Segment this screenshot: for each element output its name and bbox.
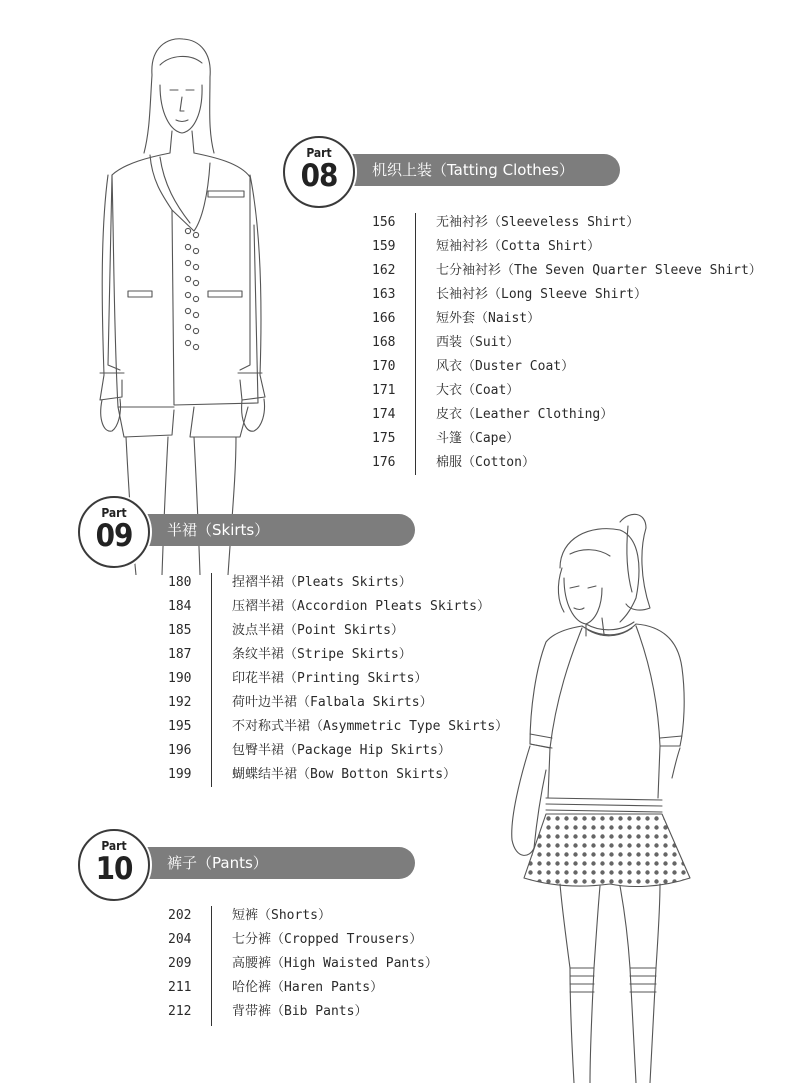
chapter-title: 无袖衬衫（Sleeveless Shirt） [436,215,640,230]
page-number: 166 [372,311,396,326]
page-number: 162 [372,263,396,278]
part-number: 08 [300,158,338,194]
page-number: 195 [168,719,192,734]
chapter-title: 包臀半裙（Package Hip Skirts） [232,743,451,758]
page-number: 171 [372,383,396,398]
page-number: 180 [168,575,192,590]
page-number: 196 [168,743,192,758]
chapter-title: 风衣（Duster Coat） [436,359,575,374]
chapter-title: 捏褶半裙（Pleats Skirts） [232,575,412,590]
page-number: 163 [372,287,396,302]
chapter-title: 七分袖衬衫（The Seven Quarter Sleeve Shirt） [436,263,762,278]
part-10-toc [168,906,498,1028]
page-number: 159 [372,239,396,254]
part-label: Part [101,506,127,520]
chapter-title: 短裤（Shorts） [232,908,331,923]
page-number: 209 [168,956,192,971]
toc-divider [211,906,212,1026]
page-number: 185 [168,623,192,638]
page-number: 174 [372,407,396,422]
part-08-toc [372,213,792,477]
part-title: 机织上装（Tatting Clothes） [372,161,574,179]
page-number: 156 [372,215,396,230]
chapter-title: 大衣（Coat） [436,383,520,398]
part-number: 10 [95,851,133,887]
part-09-badge [78,496,150,568]
part-label: Part [101,839,127,853]
part-10-badge [78,829,150,901]
page-number: 184 [168,599,192,614]
part-label: Part [306,146,332,160]
chapter-title: 皮衣（Leather Clothing） [436,407,614,422]
page-number: 211 [168,980,192,995]
page-number: 176 [372,455,396,470]
chapter-title: 斗篷（Cape） [436,431,520,446]
part-number: 09 [95,518,133,554]
page-number: 204 [168,932,192,947]
chapter-title: 印花半裙（Printing Skirts） [232,671,428,686]
part-title: 裤子（Pants） [167,854,268,872]
part-08-badge [283,136,355,208]
page-number: 192 [168,695,192,710]
skirt-figure-illustration [490,508,795,1083]
toc-divider [415,213,416,475]
part-09-title-bar [125,514,415,546]
page-number: 199 [168,767,192,782]
chapter-title: 背带裤（Bib Pants） [232,1004,368,1019]
chapter-title: 荷叶边半裙（Falbala Skirts） [232,695,433,710]
page-number: 190 [168,671,192,686]
chapter-title: 压褶半裙（Accordion Pleats Skirts） [232,599,491,614]
page-number: 175 [372,431,396,446]
part-title: 半裙（Skirts） [167,521,270,539]
vest-figure-illustration [90,35,280,575]
chapter-title: 不对称式半裙（Asymmetric Type Skirts） [232,719,509,734]
page-number: 187 [168,647,192,662]
chapter-title: 高腰裤（High Waisted Pants） [232,956,438,971]
page-number: 168 [372,335,396,350]
chapter-title: 短外套（Naist） [436,311,541,326]
chapter-title: 长袖衬衫（Long Sleeve Shirt） [436,287,648,302]
part-09-toc [168,573,509,789]
page-number: 212 [168,1004,192,1019]
chapter-title: 七分裤（Cropped Trousers） [232,932,423,947]
chapter-title: 短袖衬衫（Cotta Shirt） [436,239,601,254]
page-number: 170 [372,359,396,374]
part-08-title-bar [330,154,620,186]
page-number: 202 [168,908,192,923]
chapter-title: 条纹半裙（Stripe Skirts） [232,647,412,662]
chapter-title: 哈伦裤（Haren Pants） [232,980,384,995]
chapter-title: 波点半裙（Point Skirts） [232,623,404,638]
toc-divider [211,573,212,787]
part-10-title-bar [125,847,415,879]
chapter-title: 蝴蝶结半裙（Bow Botton Skirts） [232,767,457,782]
chapter-title: 西装（Suit） [436,335,520,350]
chapter-title: 棉服（Cotton） [436,455,535,470]
